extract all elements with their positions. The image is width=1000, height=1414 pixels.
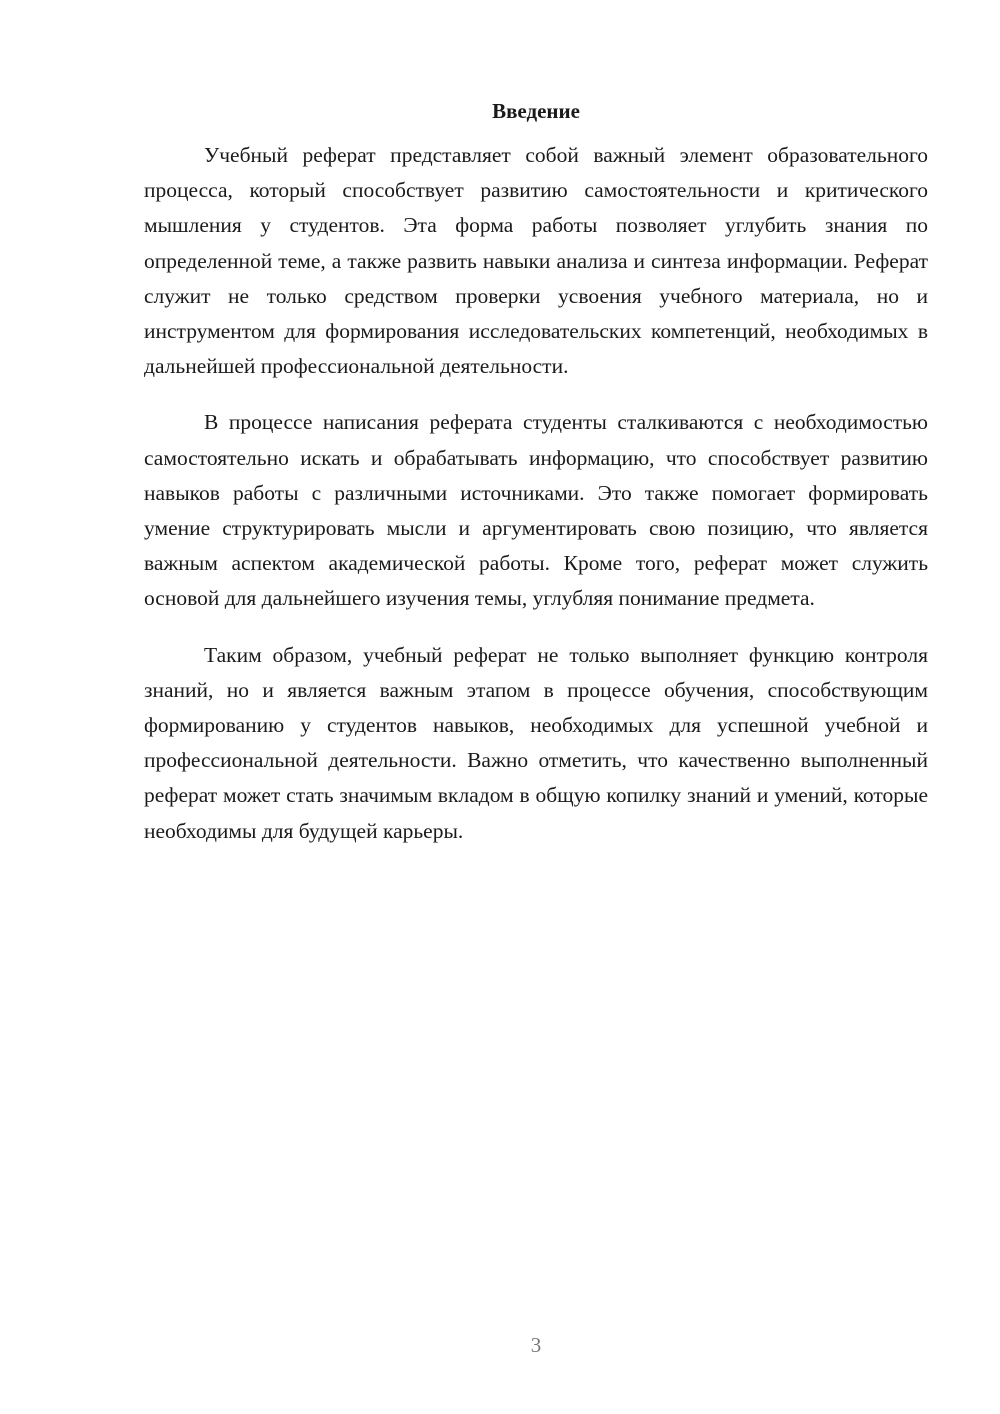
section-title: Введение	[492, 99, 580, 123]
page-number: 3	[530, 1333, 542, 1357]
page-content	[144, 95, 928, 870]
paragraph-2: В процессе написания реферата студенты сталкиваются с необходимостью самостоятельно искать и обрабатывать информацию, что способствует развитию навыков работы с различными источниками. Это также помогает формировать умение структурировать мысли и аргументировать свою позицию, что является важным аспектом академической работы. Кроме того, реферат может служить основой для дальнейшего изучения темы, углубляя понимание предмета.	[144, 410, 928, 611]
paragraph-3: Таким образом, учебный реферат не только выполняет функцию контроля знаний, но и является важным этапом в процессе обучения, способствующим формированию у студентов навыков, необходимых для успешной учебной и профессиональной деятельности. Важно отметить, что качественно выполненный реферат может стать значимым вкладом в общую копилку знаний и умений, которые необходимы для будущей карьеры.	[144, 642, 928, 843]
paragraph-1: Учебный реферат представляет собой важный элемент образовательного процесса, который способствует развитию самостоятельности и критического мышления у студентов. Эта форма работы позволяет углубить знания по определенной теме, а также развить навыки анализа и синтеза информации. Реферат служит не только средством проверки усвоения учебного материала, но и инструментом для формирования исследовательских компетенций, необходимых в дальнейшей профессиональной деятельности.	[144, 143, 928, 379]
